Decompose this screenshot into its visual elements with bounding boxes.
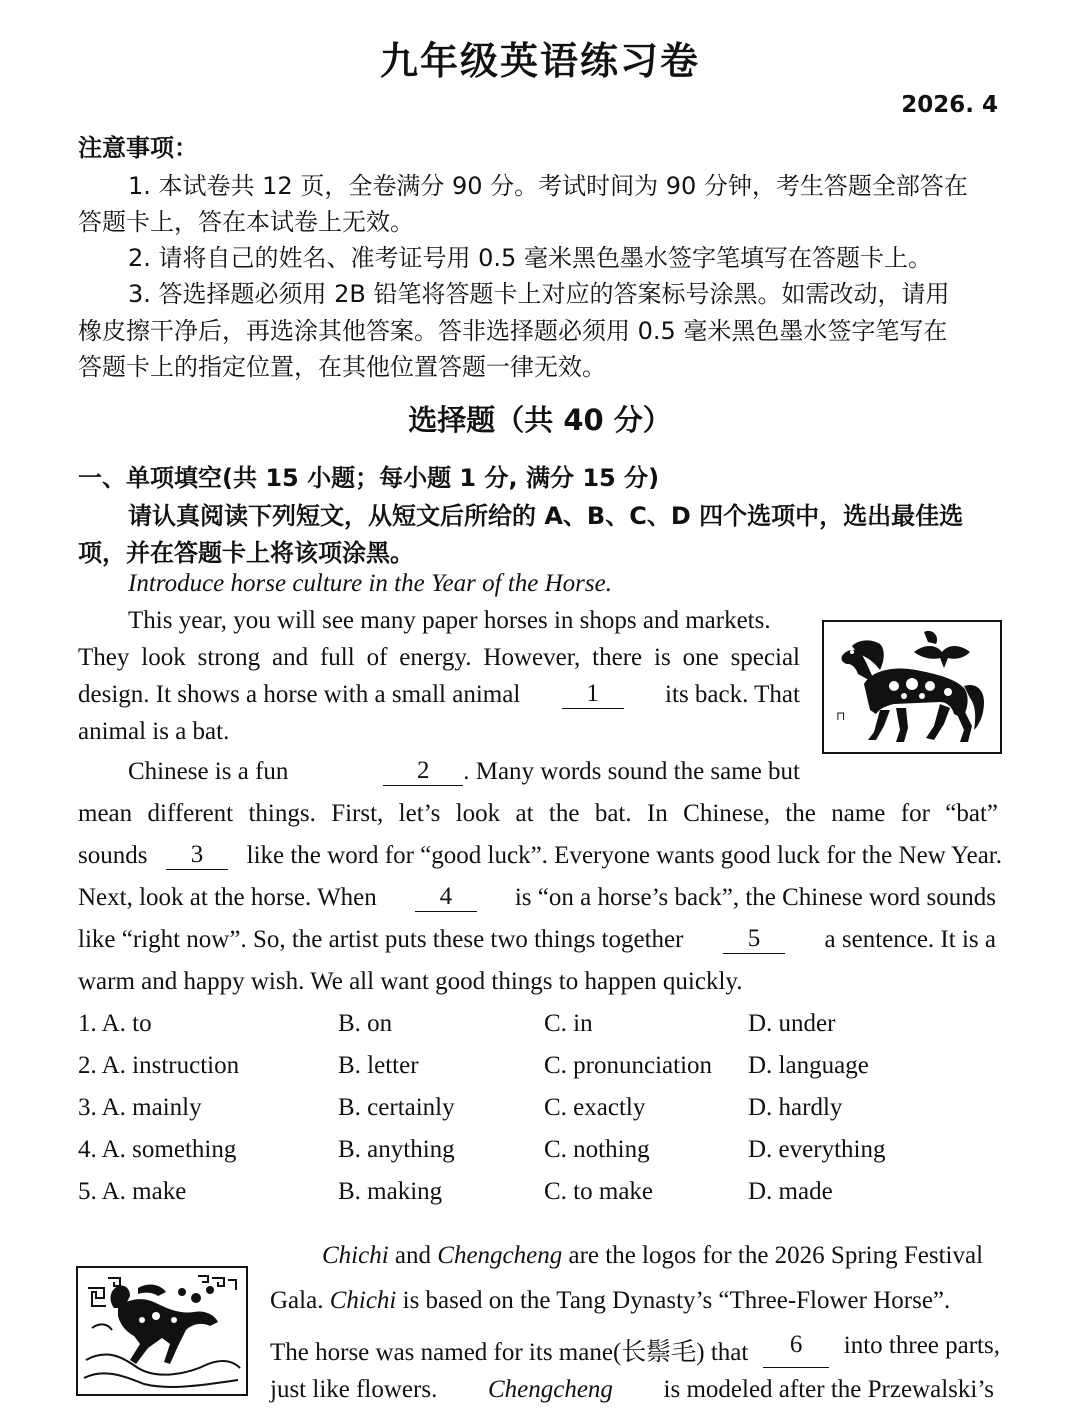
- passage-text: . Many words sound the same but: [463, 758, 800, 785]
- option-c: C. nothing: [544, 1136, 650, 1163]
- passage-line: mean different things. First, let’s look at the bat. In Chinese, the name for “bat”: [78, 800, 998, 827]
- passage-text: are the logos for the 2026 Spring Festival: [562, 1242, 984, 1269]
- passage-text: is modeled after the Przewalski’s: [663, 1376, 994, 1403]
- notice-line: 2. 请将自己的姓名、准考证号用 0.5 毫米黑色墨水签字笔填写在答题卡上。: [128, 244, 932, 272]
- passage-text: into three parts,: [843, 1332, 1000, 1359]
- passage-text: The horse was named for its mane(长鬃毛) that: [270, 1339, 749, 1366]
- horse-bat-icon: [824, 622, 1000, 752]
- passage-line: warm and happy wish. We all want good things to happen quickly.: [78, 968, 743, 995]
- option-d: D. hardly: [748, 1094, 843, 1121]
- passage-text: Gala.: [270, 1287, 330, 1314]
- passage-text: is based on the Tang Dynasty’s “Three-Flower Horse”.: [396, 1287, 951, 1314]
- passage-text: is “on a horse’s back”, the Chinese word sounds: [514, 884, 996, 911]
- option-a: 4. A. something: [78, 1136, 237, 1163]
- option-b: B. anything: [338, 1136, 455, 1163]
- logo-name-chichi: Chichi: [329, 1287, 397, 1314]
- option-c: C. to make: [544, 1178, 654, 1205]
- passage-text: design. It shows a horse with a small animal: [78, 681, 521, 708]
- passage-line: [270, 1376, 994, 1404]
- option-d: D. under: [748, 1010, 836, 1037]
- option-b: B. on: [338, 1010, 393, 1037]
- passage-text: Next, look at the horse. When: [78, 884, 377, 911]
- notice-line: 1. 本试卷共 12 页，全卷满分 90 分。考试时间为 90 分钟，考生答题全部答在: [128, 172, 968, 200]
- logo-horse-image: [76, 1266, 248, 1396]
- blank-6: 6: [763, 1332, 829, 1368]
- passage-line: animal is a bat.: [78, 718, 230, 745]
- passage-text: its back. That: [665, 681, 800, 708]
- option-c: C. in: [544, 1010, 593, 1037]
- passage-line: [78, 926, 996, 954]
- galloping-horse-icon: [78, 1268, 246, 1394]
- option-b: B. making: [338, 1178, 443, 1205]
- passage-text: like “right now”. So, the artist puts these two things together: [78, 926, 684, 953]
- instruction-line: 请认真阅读下列短文，从短文后所给的 A、B、C、D 四个选项中，选出最佳选: [128, 502, 964, 530]
- passage-text: and: [388, 1242, 438, 1269]
- horse-papercut-image: [822, 620, 1002, 754]
- passage-line: [270, 1287, 950, 1315]
- option-d: D. made: [748, 1178, 833, 1205]
- passage-line: [270, 1332, 1000, 1368]
- notice-heading: 注意事项：: [78, 134, 198, 162]
- notice-line: 答题卡上的指定位置，在其他位置答题一律无效。: [78, 353, 606, 381]
- option-c: C. exactly: [544, 1094, 646, 1121]
- passage-line: [78, 681, 800, 709]
- passage-text: like the word for “good luck”. Everyone wants good luck for the New Year.: [246, 842, 1002, 869]
- passage-line: [78, 842, 1002, 870]
- passage-line: [78, 884, 996, 912]
- notice-line: 3. 答选择题必须用 2B 铅笔将答题卡上对应的答案标号涂黑。如需改动，请用: [128, 280, 950, 308]
- blank-3: 3: [166, 842, 228, 870]
- page-title: 九年级英语练习卷: [379, 39, 700, 83]
- option-a: 2. A. instruction: [78, 1052, 240, 1079]
- passage-line: [128, 758, 800, 786]
- option-c: C. pronunciation: [544, 1052, 713, 1079]
- notice-line: 答题卡上，答在本试卷上无效。: [78, 208, 414, 236]
- passage-text: a sentence. It is a: [824, 926, 996, 953]
- instruction-line: 项，并在答题卡上将该项涂黑。: [78, 539, 414, 567]
- option-a: 3. A. mainly: [78, 1094, 202, 1121]
- blank-2: 2: [383, 758, 463, 786]
- passage-text: Chinese is a fun: [128, 758, 289, 785]
- section-heading: 选择题（共 40 分）: [408, 403, 672, 437]
- option-d: D. everything: [748, 1136, 886, 1163]
- logo-name-chengcheng: Chengcheng: [487, 1376, 613, 1403]
- logo-name-chichi: Chichi: [322, 1242, 389, 1269]
- passage-text: sounds: [78, 842, 148, 869]
- part-heading: 一、单项填空(共 15 小题；每小题 1 分, 满分 15 分): [78, 464, 660, 492]
- passage-line: [322, 1242, 983, 1270]
- notice-line: 橡皮擦干净后，再选涂其他答案。答非选择题必须用 0.5 毫米黑色墨水签字笔写在: [78, 317, 948, 345]
- passage-line: They look strong and full of energy. However, there is one special: [78, 644, 800, 671]
- option-d: D. language: [748, 1052, 869, 1079]
- svg-text:⊓: ⊓: [836, 709, 846, 723]
- blank-4: 4: [415, 884, 477, 912]
- option-b: B. letter: [338, 1052, 419, 1079]
- blank-5: 5: [723, 926, 785, 954]
- blank-group: [383, 758, 800, 786]
- passage-line: This year, you will see many paper horses in shops and markets.: [128, 607, 771, 634]
- logo-name-chengcheng: Chengcheng: [437, 1242, 563, 1269]
- blank-1: 1: [562, 681, 624, 709]
- option-b: B. certainly: [338, 1094, 455, 1121]
- passage-title: Introduce horse culture in the Year of the Horse.: [128, 570, 612, 597]
- option-a: 5. A. make: [78, 1178, 187, 1205]
- option-a: 1. A. to: [78, 1010, 152, 1037]
- passage-text: just like flowers.: [270, 1376, 438, 1403]
- exam-date: 2026. 4: [901, 92, 998, 118]
